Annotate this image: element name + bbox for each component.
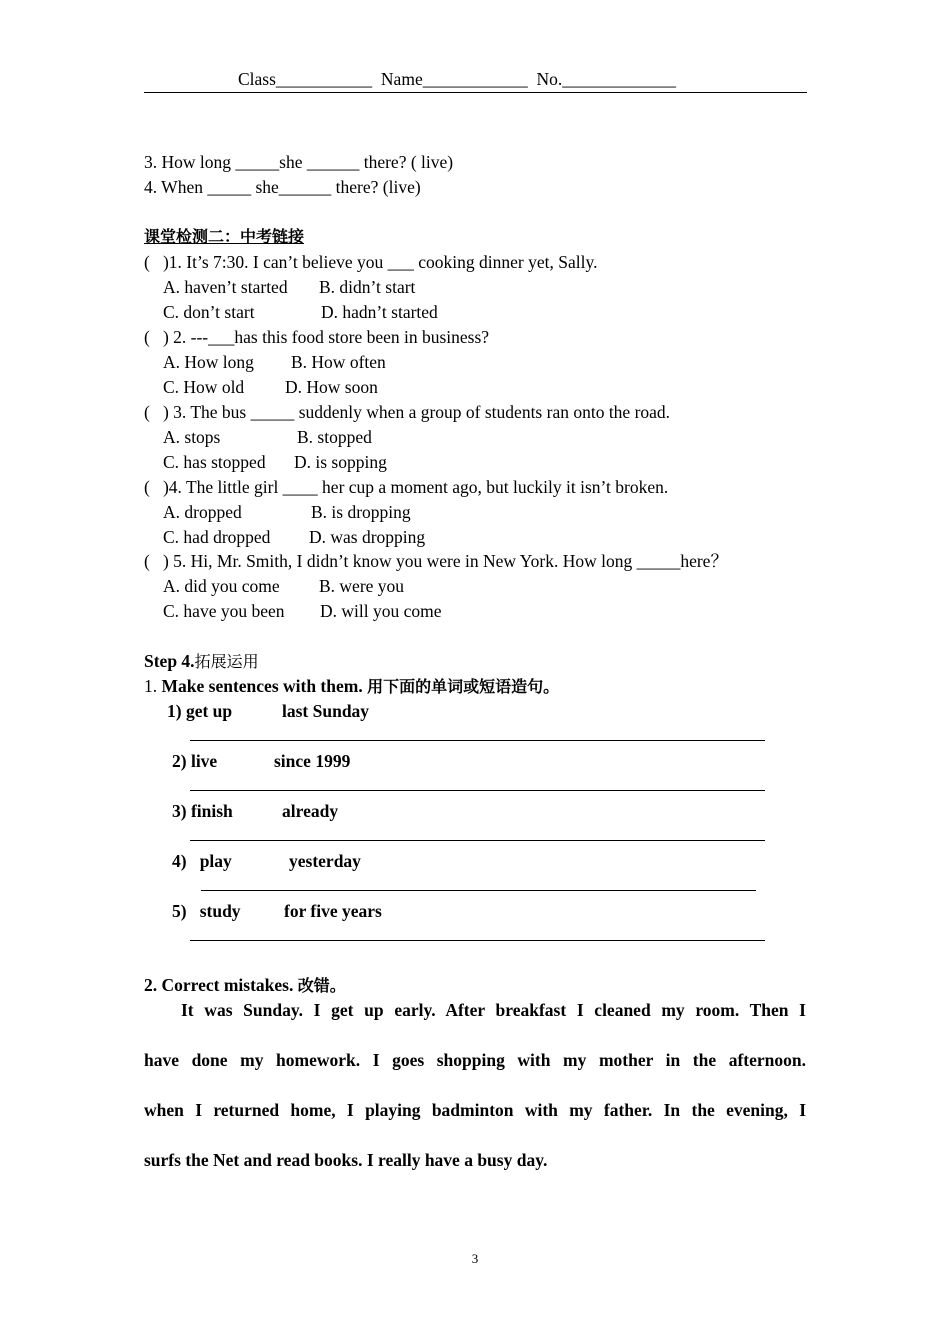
item-3-word: 3) finish <box>172 801 233 821</box>
question-4-stem: ( )4. The little girl ____ her cup a moment ago, but luckily it isn’t broken. <box>144 477 669 497</box>
fill-blank-4: 4. When _____ she______ there? (live) <box>144 177 421 197</box>
q3-option-c: C. has stopped <box>163 452 266 472</box>
task1-instruction-en: Make sentences with them. <box>161 676 363 696</box>
q5-option-d: D. will you come <box>320 601 442 621</box>
task2-instruction <box>144 977 346 995</box>
item-4-phrase: yesterday <box>289 851 361 871</box>
q1-option-c: C. don’t start <box>163 302 255 322</box>
q2-option-d: D. How soon <box>285 377 378 397</box>
q5-option-a: A. did you come <box>163 576 280 596</box>
item-2-phrase: since 1999 <box>274 751 351 771</box>
q3-option-b: B. stopped <box>297 427 372 447</box>
q1-option-a: A. haven’t started <box>163 277 288 297</box>
task2-instruction-en: 2. Correct mistakes. <box>144 975 294 995</box>
q4-option-c: C. had dropped <box>163 527 271 547</box>
answer-line-4[interactable] <box>201 890 756 891</box>
q5-option-c: C. have you been <box>163 601 285 621</box>
task1-instruction <box>144 678 559 696</box>
q3-option-d: D. is sopping <box>294 452 387 472</box>
page-number: 3 <box>471 1251 479 1266</box>
q4-option-a: A. dropped <box>163 502 242 522</box>
task1-instruction-cn: 用下面的单词或短语造句。 <box>367 677 560 696</box>
passage-line-1: It was Sunday. I get up early. After breakfast I cleaned my room. Then I <box>181 1000 806 1020</box>
q4-option-d: D. was dropping <box>309 527 426 547</box>
q3-option-a: A. stops <box>163 427 221 447</box>
q2-option-b: B. How often <box>291 352 386 372</box>
item-1-phrase: last Sunday <box>282 701 370 721</box>
answer-line-5[interactable] <box>190 940 765 941</box>
item-5-word: 5) study <box>172 901 241 921</box>
q1-option-d: D. hadn’t started <box>321 302 438 322</box>
step4-heading <box>144 653 259 671</box>
q5-option-b: B. were you <box>319 576 405 596</box>
q2-option-c: C. How old <box>163 377 245 397</box>
q4-option-b: B. is dropping <box>311 502 411 522</box>
passage-line-3: when I returned home, I playing badminton with my father. In the evening, I <box>144 1100 806 1120</box>
item-4-word: 4) play <box>172 851 232 871</box>
task1-number: 1. <box>144 676 162 696</box>
question-5-stem: ( ) 5. Hi, Mr. Smith, I didn’t know you were in New York. How long _____here？ <box>144 551 728 571</box>
section2-title: 课堂检测二：中考链接 <box>144 227 305 246</box>
item-2-word: 2) live <box>172 751 218 771</box>
step4-label: Step 4. <box>144 651 195 671</box>
item-5-phrase: for five years <box>284 901 382 921</box>
step4-title: 拓展运用 <box>194 652 259 671</box>
passage-line-4: surfs the Net and read books. I really have a busy day. <box>144 1150 548 1170</box>
answer-line-2[interactable] <box>190 790 765 791</box>
task2-instruction-cn: 改错。 <box>297 976 346 995</box>
q2-option-a: A. How long <box>163 352 254 372</box>
answer-line-1[interactable] <box>190 740 765 741</box>
question-2-stem: ( ) 2. ---___has this food store been in business? <box>144 327 490 347</box>
item-3-phrase: already <box>282 801 339 821</box>
header-rule <box>144 92 807 93</box>
q1-option-b: B. didn’t start <box>319 277 416 297</box>
passage-line-2: have done my homework. I goes shopping with my mother in the afternoon. <box>144 1050 806 1070</box>
question-3-stem: ( ) 3. The bus _____ suddenly when a group of students ran onto the road. <box>144 402 671 422</box>
fill-blank-3: 3. How long _____she ______ there? ( live) <box>144 152 454 172</box>
item-1-word: 1) get up <box>167 701 233 721</box>
question-1-stem: ( )1. It’s 7:30. I can’t believe you ___ cooking dinner yet, Sally. <box>144 252 598 272</box>
answer-line-3[interactable] <box>190 840 765 841</box>
header-line: Class___________ Name____________ No._____________ <box>238 69 676 89</box>
